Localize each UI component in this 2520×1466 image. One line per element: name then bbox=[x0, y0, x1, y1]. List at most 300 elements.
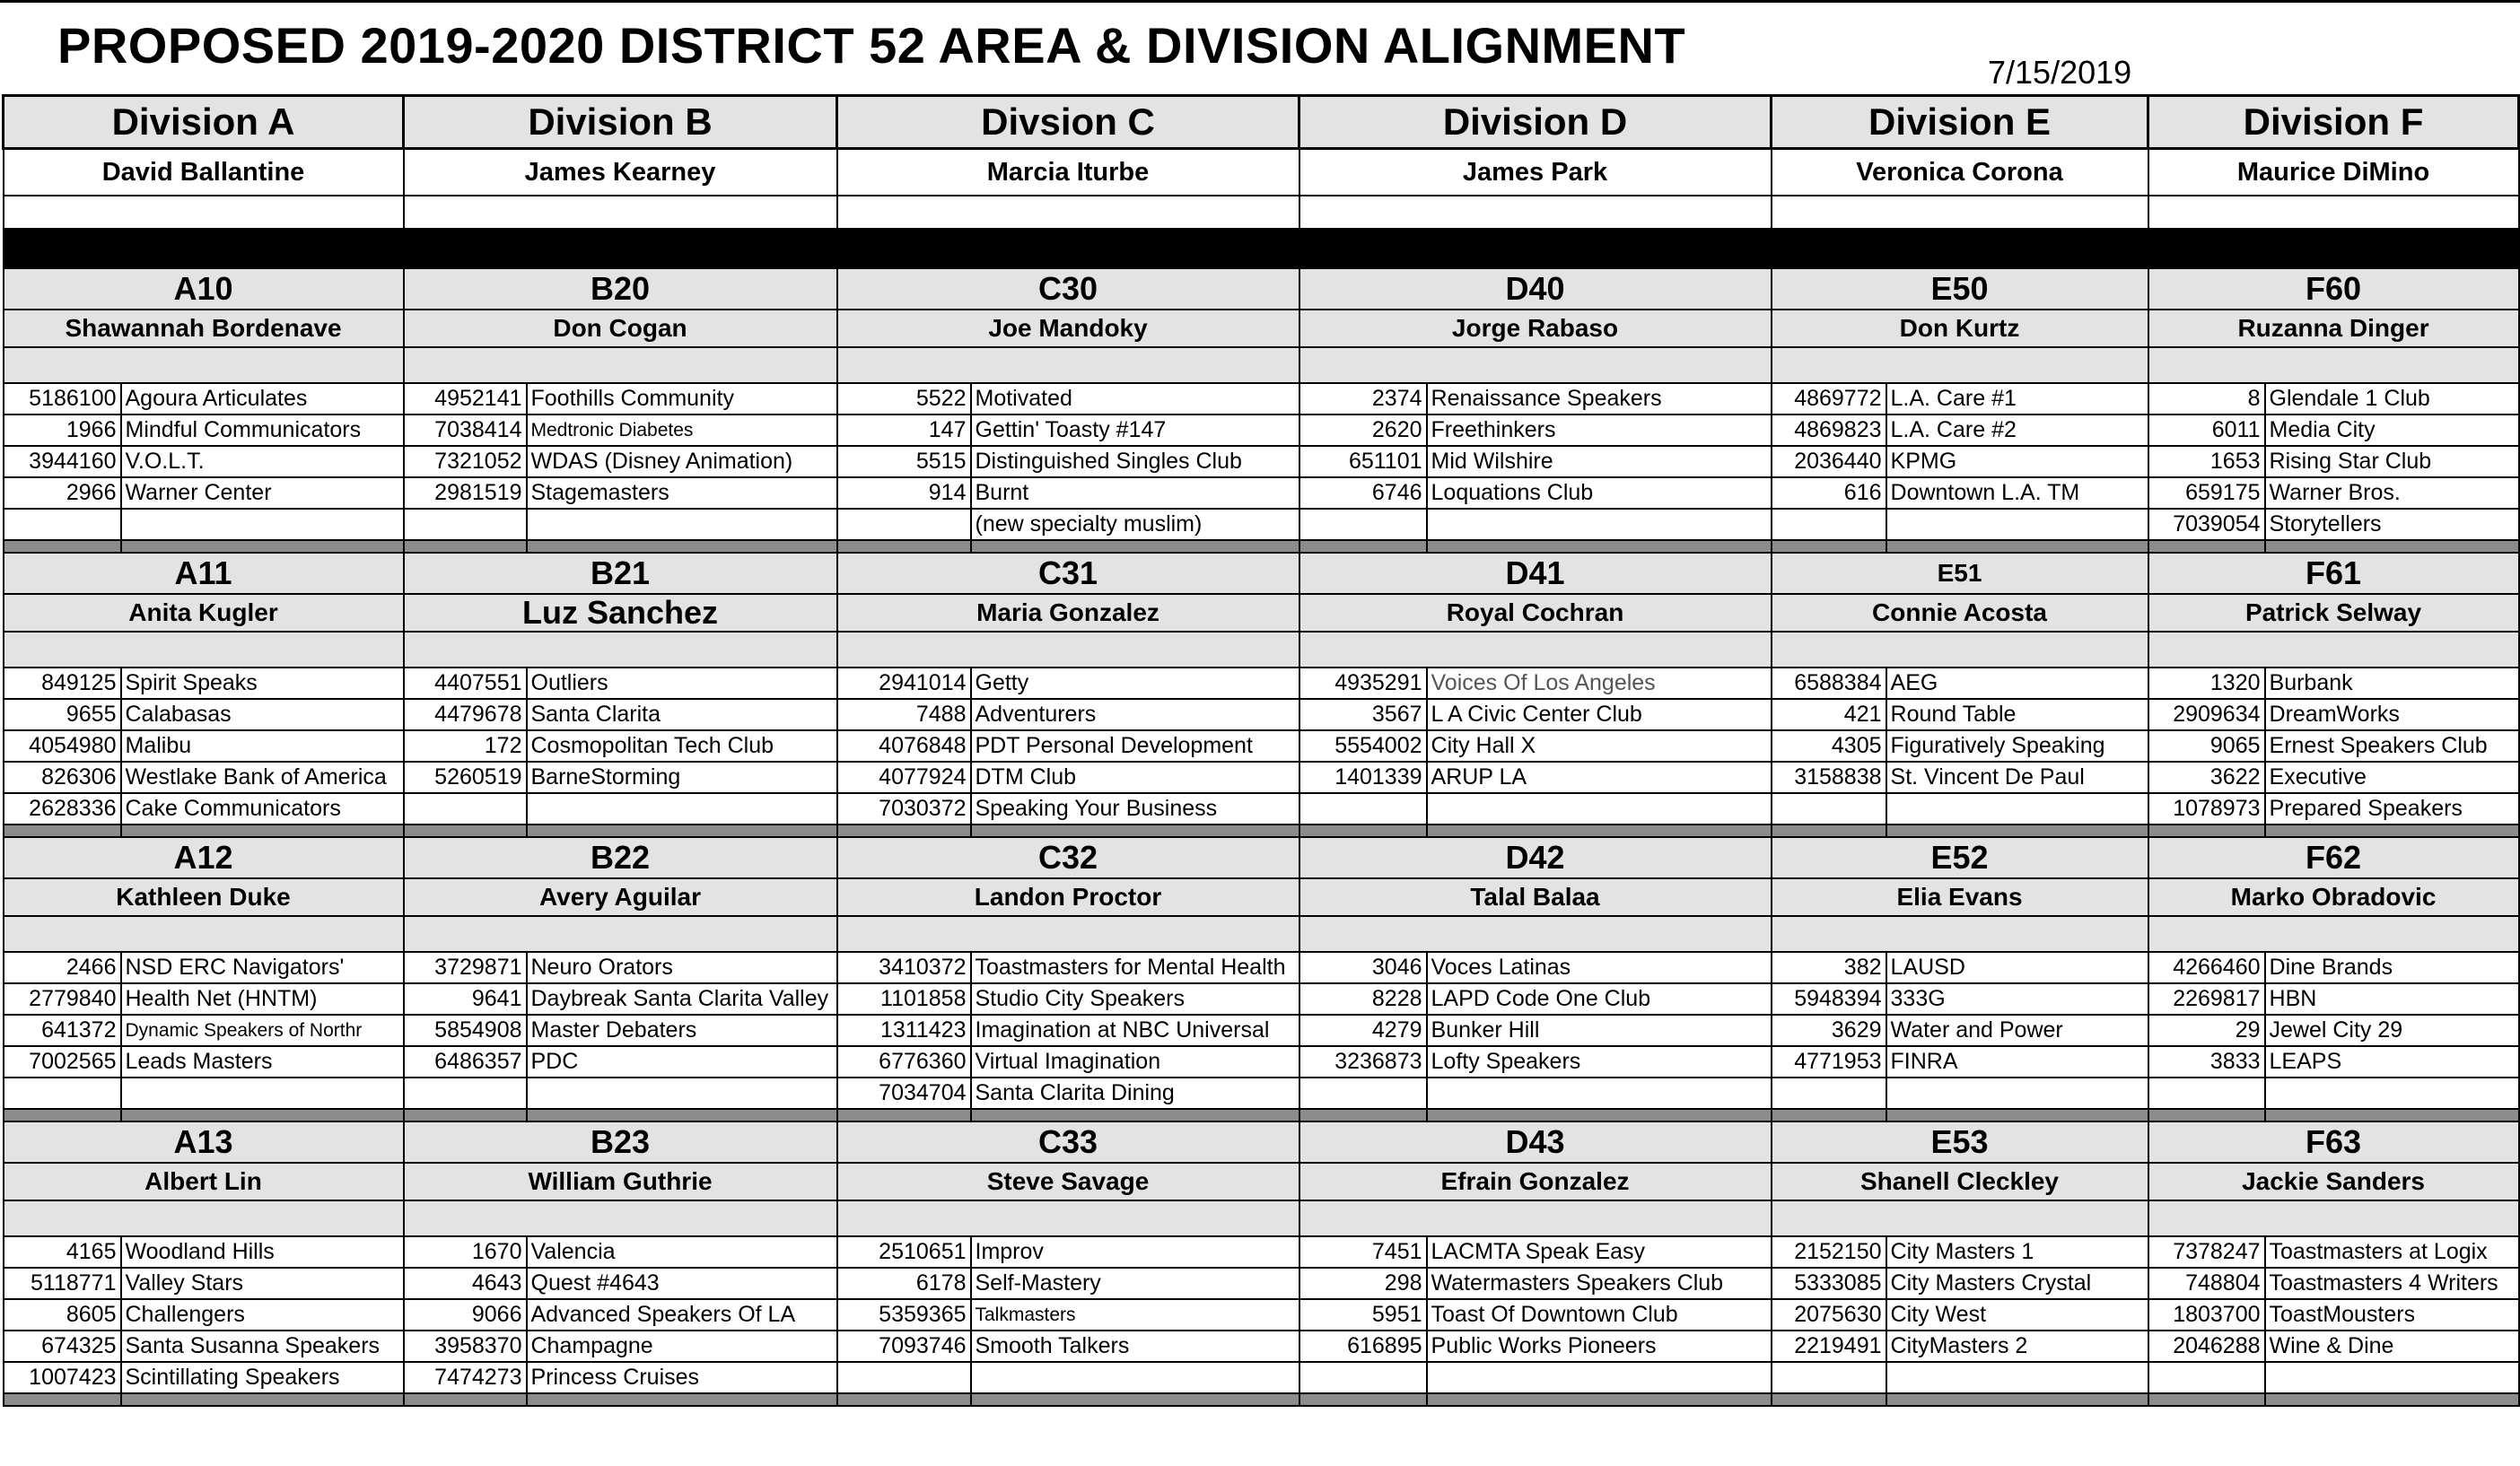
separator-cell bbox=[1427, 1109, 1772, 1121]
blank-cell bbox=[2148, 347, 2519, 383]
separator-cell bbox=[2265, 1393, 2519, 1406]
club-number bbox=[1772, 793, 1886, 825]
separator-cell bbox=[121, 540, 404, 553]
separator-cell bbox=[527, 1109, 837, 1121]
club-number: 8 bbox=[2148, 383, 2265, 414]
club-name: Toastmasters 4 Writers bbox=[2265, 1268, 2519, 1299]
club-number: 1966 bbox=[4, 414, 121, 446]
club-row bbox=[4, 446, 2519, 477]
club-number: 4643 bbox=[404, 1268, 527, 1299]
club-number: 4771953 bbox=[1772, 1046, 1886, 1078]
club-name bbox=[1427, 509, 1772, 540]
area-director-row bbox=[4, 594, 2519, 632]
club-name: Media City bbox=[2265, 414, 2519, 446]
club-number: 421 bbox=[1772, 699, 1886, 730]
separator-cell bbox=[2265, 825, 2519, 837]
separator-cell bbox=[1772, 1393, 1886, 1406]
area-code: D41 bbox=[1299, 553, 1772, 594]
club-number: 9641 bbox=[404, 983, 527, 1015]
alignment-table bbox=[2, 94, 2520, 1407]
separator-cell bbox=[4, 825, 121, 837]
club-name: Agoura Articulates bbox=[121, 383, 404, 414]
club-name: V.O.L.T. bbox=[121, 446, 404, 477]
club-number: 651101 bbox=[1299, 446, 1427, 477]
club-name: PDT Personal Development bbox=[971, 730, 1299, 762]
club-row bbox=[4, 730, 2519, 762]
area-director: Anita Kugler bbox=[4, 594, 404, 632]
area-code: C31 bbox=[837, 553, 1299, 594]
club-name: Voices Of Los Angeles bbox=[1427, 668, 1772, 699]
club-name: Virtual Imagination bbox=[971, 1046, 1299, 1078]
area-director: Royal Cochran bbox=[1299, 594, 1772, 632]
separator-cell bbox=[1772, 1109, 1886, 1121]
separator-cell bbox=[837, 1109, 971, 1121]
club-number: 2909634 bbox=[2148, 699, 2265, 730]
club-name: Burnt bbox=[971, 477, 1299, 509]
club-name bbox=[1886, 793, 2148, 825]
club-number: 3944160 bbox=[4, 446, 121, 477]
separator-cell bbox=[1299, 540, 1427, 553]
division-director-row bbox=[4, 149, 2519, 196]
area-code: F61 bbox=[2148, 553, 2519, 594]
club-name: Prepared Speakers bbox=[2265, 793, 2519, 825]
area-director: Kathleen Duke bbox=[4, 878, 404, 916]
club-name: Freethinkers bbox=[1427, 414, 1772, 446]
club-number: 5854908 bbox=[404, 1015, 527, 1046]
club-number: 3622 bbox=[2148, 762, 2265, 793]
area-code: A12 bbox=[4, 837, 404, 878]
separator-cell bbox=[2265, 1109, 2519, 1121]
club-name: DTM Club bbox=[971, 762, 1299, 793]
blank-cell bbox=[2148, 1200, 2519, 1236]
separator-cell bbox=[837, 825, 971, 837]
club-row bbox=[4, 1046, 2519, 1078]
club-number: 7488 bbox=[837, 699, 971, 730]
club-number: 5118771 bbox=[4, 1268, 121, 1299]
area-code: B20 bbox=[404, 268, 837, 310]
club-row bbox=[4, 699, 2519, 730]
separator-cell bbox=[1427, 825, 1772, 837]
club-name: Toastmasters for Mental Health bbox=[971, 952, 1299, 983]
club-number: 7451 bbox=[1299, 1236, 1427, 1268]
separator-cell bbox=[1772, 825, 1886, 837]
club-number: 3729871 bbox=[404, 952, 527, 983]
blank-cell bbox=[837, 632, 1299, 668]
club-number: 826306 bbox=[4, 762, 121, 793]
division-name: Division A bbox=[4, 96, 404, 149]
club-number: 2219491 bbox=[1772, 1331, 1886, 1362]
club-name: AEG bbox=[1886, 668, 2148, 699]
club-name: LAPD Code One Club bbox=[1427, 983, 1772, 1015]
club-number: 172 bbox=[404, 730, 527, 762]
club-name: CityMasters 2 bbox=[1886, 1331, 2148, 1362]
club-name bbox=[527, 1078, 837, 1109]
club-name: Motivated bbox=[971, 383, 1299, 414]
blank-cell bbox=[4, 916, 404, 952]
club-name: Health Net (HNTM) bbox=[121, 983, 404, 1015]
blank-cell bbox=[1299, 916, 1772, 952]
club-number: 5260519 bbox=[404, 762, 527, 793]
club-name: St. Vincent De Paul bbox=[1886, 762, 2148, 793]
separator-cell bbox=[1772, 540, 1886, 553]
club-number: 1320 bbox=[2148, 668, 2265, 699]
blank-cell bbox=[404, 632, 837, 668]
division-director: David Ballantine bbox=[4, 149, 404, 196]
club-name: Leads Masters bbox=[121, 1046, 404, 1078]
club-row bbox=[4, 1362, 2519, 1393]
area-director: Luz Sanchez bbox=[404, 594, 837, 632]
club-number bbox=[1772, 1362, 1886, 1393]
club-row bbox=[4, 1236, 2519, 1268]
area-director: Steve Savage bbox=[837, 1163, 1299, 1200]
club-number: 3410372 bbox=[837, 952, 971, 983]
club-name: Adventurers bbox=[971, 699, 1299, 730]
division-director: Veronica Corona bbox=[1772, 149, 2148, 196]
club-number: 7378247 bbox=[2148, 1236, 2265, 1268]
club-number: 3158838 bbox=[1772, 762, 1886, 793]
club-number: 1007423 bbox=[4, 1362, 121, 1393]
blank-cell bbox=[404, 916, 837, 952]
club-number: 4869823 bbox=[1772, 414, 1886, 446]
club-name: L.A. Care #2 bbox=[1886, 414, 2148, 446]
blank-cell bbox=[404, 196, 837, 229]
area-director-row bbox=[4, 878, 2519, 916]
club-name bbox=[1427, 793, 1772, 825]
club-number: 2510651 bbox=[837, 1236, 971, 1268]
club-number: 4935291 bbox=[1299, 668, 1427, 699]
club-number: 3046 bbox=[1299, 952, 1427, 983]
area-director: Landon Proctor bbox=[837, 878, 1299, 916]
club-number: 4266460 bbox=[2148, 952, 2265, 983]
club-name: PDC bbox=[527, 1046, 837, 1078]
division-director: Marcia Iturbe bbox=[837, 149, 1299, 196]
club-name: DreamWorks bbox=[2265, 699, 2519, 730]
club-name: Public Works Pioneers bbox=[1427, 1331, 1772, 1362]
club-row bbox=[4, 414, 2519, 446]
area-code: B23 bbox=[404, 1121, 837, 1163]
club-name: Jewel City 29 bbox=[2265, 1015, 2519, 1046]
separator-cell bbox=[1886, 1393, 2148, 1406]
club-name: City West bbox=[1886, 1299, 2148, 1331]
blank-cell bbox=[837, 196, 1299, 229]
club-number: 6588384 bbox=[1772, 668, 1886, 699]
club-row bbox=[4, 509, 2519, 540]
club-number: 2941014 bbox=[837, 668, 971, 699]
division-name: Division D bbox=[1299, 96, 1772, 149]
club-name: Santa Susanna Speakers bbox=[121, 1331, 404, 1362]
club-number: 5359365 bbox=[837, 1299, 971, 1331]
division-name: Divsion C bbox=[837, 96, 1299, 149]
club-number: 2966 bbox=[4, 477, 121, 509]
separator-cell bbox=[971, 825, 1299, 837]
club-name: Downtown L.A. TM bbox=[1886, 477, 2148, 509]
separator-cell bbox=[1427, 540, 1772, 553]
separator-cell bbox=[2148, 1109, 2265, 1121]
area-header-row bbox=[4, 268, 2519, 310]
club-name bbox=[121, 509, 404, 540]
blank-cell bbox=[404, 1200, 837, 1236]
club-row bbox=[4, 762, 2519, 793]
club-number: 3567 bbox=[1299, 699, 1427, 730]
club-name: LAUSD bbox=[1886, 952, 2148, 983]
club-name: Rising Star Club bbox=[2265, 446, 2519, 477]
area-header-row bbox=[4, 553, 2519, 594]
club-row bbox=[4, 1015, 2519, 1046]
club-number: 1803700 bbox=[2148, 1299, 2265, 1331]
club-number: 4479678 bbox=[404, 699, 527, 730]
club-row bbox=[4, 983, 2519, 1015]
club-name: KPMG bbox=[1886, 446, 2148, 477]
club-number: 2466 bbox=[4, 952, 121, 983]
area-code: A10 bbox=[4, 268, 404, 310]
blank-cell bbox=[1772, 632, 2148, 668]
club-name: Cake Communicators bbox=[121, 793, 404, 825]
club-number bbox=[1299, 1078, 1427, 1109]
club-name: Talkmasters bbox=[971, 1299, 1299, 1331]
club-name: L.A. Care #1 bbox=[1886, 383, 2148, 414]
area-director: Connie Acosta bbox=[1772, 594, 2148, 632]
club-name: Warner Center bbox=[121, 477, 404, 509]
club-number: 659175 bbox=[2148, 477, 2265, 509]
separator-cell bbox=[2148, 825, 2265, 837]
club-number: 3629 bbox=[1772, 1015, 1886, 1046]
division-blank-row bbox=[4, 196, 2519, 229]
area-director-row bbox=[4, 1163, 2519, 1200]
club-name: Imagination at NBC Universal bbox=[971, 1015, 1299, 1046]
club-number: 3833 bbox=[2148, 1046, 2265, 1078]
club-number: 1311423 bbox=[837, 1015, 971, 1046]
area-code: B21 bbox=[404, 553, 837, 594]
separator-cell bbox=[2148, 540, 2265, 553]
club-number bbox=[2148, 1362, 2265, 1393]
club-name: Bunker Hill bbox=[1427, 1015, 1772, 1046]
club-name: ARUP LA bbox=[1427, 762, 1772, 793]
separator-cell bbox=[527, 1393, 837, 1406]
club-name: Malibu bbox=[121, 730, 404, 762]
blank-cell bbox=[1772, 347, 2148, 383]
club-number: 6011 bbox=[2148, 414, 2265, 446]
club-number: 7030372 bbox=[837, 793, 971, 825]
club-name: LACMTA Speak Easy bbox=[1427, 1236, 1772, 1268]
club-number: 3236873 bbox=[1299, 1046, 1427, 1078]
separator-cell bbox=[971, 540, 1299, 553]
club-name: 333G bbox=[1886, 983, 2148, 1015]
club-number: 2269817 bbox=[2148, 983, 2265, 1015]
separator-cell bbox=[1886, 540, 2148, 553]
area-code: A13 bbox=[4, 1121, 404, 1163]
club-number: 1401339 bbox=[1299, 762, 1427, 793]
area-code: B22 bbox=[404, 837, 837, 878]
club-number bbox=[1772, 1078, 1886, 1109]
club-name: Gettin' Toasty #147 bbox=[971, 414, 1299, 446]
club-number: 4077924 bbox=[837, 762, 971, 793]
blank-cell bbox=[1299, 1200, 1772, 1236]
area-separator bbox=[4, 1109, 2519, 1121]
separator-cell bbox=[1299, 1109, 1427, 1121]
club-name bbox=[2265, 1362, 2519, 1393]
club-name: Santa Clarita bbox=[527, 699, 837, 730]
club-name: Watermasters Speakers Club bbox=[1427, 1268, 1772, 1299]
club-number: 2779840 bbox=[4, 983, 121, 1015]
club-number: 4869772 bbox=[1772, 383, 1886, 414]
separator-cell bbox=[4, 540, 121, 553]
club-number bbox=[404, 509, 527, 540]
club-name: Self-Mastery bbox=[971, 1268, 1299, 1299]
area-director: Patrick Selway bbox=[2148, 594, 2519, 632]
area-gap-row bbox=[4, 347, 2519, 383]
area-director: Avery Aguilar bbox=[404, 878, 837, 916]
club-number: 2628336 bbox=[4, 793, 121, 825]
club-name: Stagemasters bbox=[527, 477, 837, 509]
area-code: C30 bbox=[837, 268, 1299, 310]
separator-cell bbox=[527, 540, 837, 553]
club-name: Calabasas bbox=[121, 699, 404, 730]
club-number: 4076848 bbox=[837, 730, 971, 762]
separator-cell bbox=[1299, 1393, 1427, 1406]
club-name: Dynamic Speakers of Northr bbox=[121, 1015, 404, 1046]
club-number: 5554002 bbox=[1299, 730, 1427, 762]
club-number: 5186100 bbox=[4, 383, 121, 414]
club-number bbox=[4, 1078, 121, 1109]
club-name: Smooth Talkers bbox=[971, 1331, 1299, 1362]
club-name: FINRA bbox=[1886, 1046, 2148, 1078]
club-number bbox=[404, 793, 527, 825]
club-number: 382 bbox=[1772, 952, 1886, 983]
club-name: Toast Of Downtown Club bbox=[1427, 1299, 1772, 1331]
club-number: 616 bbox=[1772, 477, 1886, 509]
club-name: Improv bbox=[971, 1236, 1299, 1268]
club-number: 2981519 bbox=[404, 477, 527, 509]
club-name: Executive bbox=[2265, 762, 2519, 793]
club-name: Storytellers bbox=[2265, 509, 2519, 540]
club-name: Mid Wilshire bbox=[1427, 446, 1772, 477]
club-row bbox=[4, 1078, 2519, 1109]
division-name: Division F bbox=[2148, 96, 2519, 149]
club-number bbox=[4, 509, 121, 540]
blank-cell bbox=[2148, 196, 2519, 229]
separator-cell bbox=[121, 1393, 404, 1406]
area-director: Don Cogan bbox=[404, 310, 837, 347]
club-number: 4279 bbox=[1299, 1015, 1427, 1046]
division-name: Division E bbox=[1772, 96, 2148, 149]
division-name: Division B bbox=[404, 96, 837, 149]
area-director: Talal Balaa bbox=[1299, 878, 1772, 916]
club-name: Champagne bbox=[527, 1331, 837, 1362]
club-number: 914 bbox=[837, 477, 971, 509]
blank-cell bbox=[1772, 196, 2148, 229]
area-code: E52 bbox=[1772, 837, 2148, 878]
club-name: Wine & Dine bbox=[2265, 1331, 2519, 1362]
area-director: Shawannah Bordenave bbox=[4, 310, 404, 347]
club-name: Mindful Communicators bbox=[121, 414, 404, 446]
club-name: City Masters 1 bbox=[1886, 1236, 2148, 1268]
club-name: Loquations Club bbox=[1427, 477, 1772, 509]
club-name: Renaissance Speakers bbox=[1427, 383, 1772, 414]
club-name bbox=[121, 1078, 404, 1109]
club-name: Master Debaters bbox=[527, 1015, 837, 1046]
club-name: Challengers bbox=[121, 1299, 404, 1331]
club-number: 4407551 bbox=[404, 668, 527, 699]
area-code: C32 bbox=[837, 837, 1299, 878]
club-number: 5951 bbox=[1299, 1299, 1427, 1331]
club-row bbox=[4, 1268, 2519, 1299]
club-number bbox=[2148, 1078, 2265, 1109]
club-number: 2374 bbox=[1299, 383, 1427, 414]
area-code: D42 bbox=[1299, 837, 1772, 878]
club-name: (new specialty muslim) bbox=[971, 509, 1299, 540]
blank-cell bbox=[4, 347, 404, 383]
club-name: Lofty Speakers bbox=[1427, 1046, 1772, 1078]
club-name bbox=[1427, 1078, 1772, 1109]
club-number: 9655 bbox=[4, 699, 121, 730]
separator-cell bbox=[2265, 540, 2519, 553]
separator-cell bbox=[527, 825, 837, 837]
separator-cell bbox=[4, 1109, 121, 1121]
area-director: Elia Evans bbox=[1772, 878, 2148, 916]
club-number: 6486357 bbox=[404, 1046, 527, 1078]
division-header-row bbox=[4, 96, 2519, 149]
club-number: 5948394 bbox=[1772, 983, 1886, 1015]
club-name: Westlake Bank of America bbox=[121, 762, 404, 793]
club-name: Cosmopolitan Tech Club bbox=[527, 730, 837, 762]
club-name: Daybreak Santa Clarita Valley bbox=[527, 983, 837, 1015]
area-separator bbox=[4, 825, 2519, 837]
club-row bbox=[4, 668, 2519, 699]
area-director: Jackie Sanders bbox=[2148, 1163, 2519, 1200]
area-director: Efrain Gonzalez bbox=[1299, 1163, 1772, 1200]
area-code: D43 bbox=[1299, 1121, 1772, 1163]
top-rule bbox=[0, 0, 2520, 3]
club-row bbox=[4, 1331, 2519, 1362]
club-row bbox=[4, 1299, 2519, 1331]
club-number bbox=[1772, 509, 1886, 540]
club-number: 5333085 bbox=[1772, 1268, 1886, 1299]
club-name: Glendale 1 Club bbox=[2265, 383, 2519, 414]
club-name: Valley Stars bbox=[121, 1268, 404, 1299]
club-name bbox=[1886, 1362, 2148, 1393]
area-code: E51 bbox=[1772, 553, 2148, 594]
club-name: Spirit Speaks bbox=[121, 668, 404, 699]
club-name: City Masters Crystal bbox=[1886, 1268, 2148, 1299]
document-date: 7/15/2019 bbox=[1988, 54, 2132, 91]
club-number bbox=[1299, 793, 1427, 825]
blank-cell bbox=[1772, 1200, 2148, 1236]
club-number: 4952141 bbox=[404, 383, 527, 414]
club-number: 674325 bbox=[4, 1331, 121, 1362]
club-number: 7002565 bbox=[4, 1046, 121, 1078]
club-name: WDAS (Disney Animation) bbox=[527, 446, 837, 477]
club-name: Water and Power bbox=[1886, 1015, 2148, 1046]
club-name: Voces Latinas bbox=[1427, 952, 1772, 983]
division-director: Maurice DiMino bbox=[2148, 149, 2519, 196]
club-name bbox=[1427, 1362, 1772, 1393]
club-name: Figuratively Speaking bbox=[1886, 730, 2148, 762]
club-name: Ernest Speakers Club bbox=[2265, 730, 2519, 762]
club-name: Scintillating Speakers bbox=[121, 1362, 404, 1393]
club-name: Toastmasters at Logix bbox=[2265, 1236, 2519, 1268]
club-name: Distinguished Singles Club bbox=[971, 446, 1299, 477]
separator-cell bbox=[404, 825, 527, 837]
blank-cell bbox=[1299, 347, 1772, 383]
separator-cell bbox=[2148, 1393, 2265, 1406]
club-name: Speaking Your Business bbox=[971, 793, 1299, 825]
club-name bbox=[2265, 1078, 2519, 1109]
club-number: 8605 bbox=[4, 1299, 121, 1331]
club-number: 9065 bbox=[2148, 730, 2265, 762]
club-name: ToastMousters bbox=[2265, 1299, 2519, 1331]
club-number: 616895 bbox=[1299, 1331, 1427, 1362]
division-director: James Kearney bbox=[404, 149, 837, 196]
